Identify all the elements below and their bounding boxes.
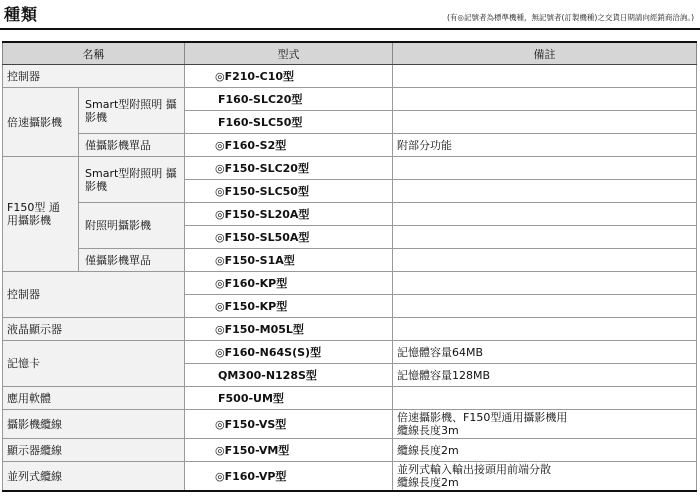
category-label: 液晶顯示器 <box>3 318 185 341</box>
model-cell: F160-SLC50型 <box>185 111 393 134</box>
model-cell: ◎F160-N64S(S)型 <box>185 341 393 364</box>
table-row <box>3 318 697 341</box>
remark-cell: 纜線長度2m <box>393 439 697 462</box>
subcategory-label: Smart型附照明 攝影機 <box>79 157 185 203</box>
remark-cell: 附部分功能 <box>393 134 697 157</box>
standard-mark: ◎ <box>215 69 225 83</box>
header-model: 型式 <box>185 42 393 65</box>
table-row <box>3 134 697 157</box>
remark-cell <box>393 111 697 134</box>
model-cell: ◎F150-SLC20型 <box>185 157 393 180</box>
category-label: 攝影機纜線 <box>3 410 185 439</box>
table-row <box>3 387 697 410</box>
category-label: 顯示器纜線 <box>3 439 185 462</box>
category-label: 控制器 <box>3 65 185 88</box>
remark-cell <box>393 65 697 88</box>
table-row <box>3 439 697 462</box>
model-cell: ◎F150-SL20A型 <box>185 203 393 226</box>
remark-cell <box>393 180 697 203</box>
remark-cell <box>393 272 697 295</box>
remark-cell: 倍速攝影機、F150型通用攝影機用 纜線長度3m <box>393 410 697 439</box>
remark-cell <box>393 88 697 111</box>
subcategory-label: 僅攝影機單品 <box>79 249 185 272</box>
model-cell: ◎F150-VM型 <box>185 439 393 462</box>
table-header-row <box>3 42 697 65</box>
category-label: 應用軟體 <box>3 387 185 410</box>
subcategory-label: 附照明攝影機 <box>79 203 185 249</box>
table-row <box>3 410 697 439</box>
table-row <box>3 272 697 295</box>
header-remarks: 備註 <box>393 42 697 65</box>
remark-cell: 並列式輸入輸出接頭用前端分散 纜線長度2m <box>393 462 697 492</box>
table-row <box>3 249 697 272</box>
model-cell: ◎F150-SL50A型 <box>185 226 393 249</box>
category-label: 控制器 <box>3 272 185 318</box>
model-cell: ◎F160-VP型 <box>185 462 393 492</box>
table-row <box>3 203 697 226</box>
remark-cell <box>393 249 697 272</box>
model-cell: ◎F150-VS型 <box>185 410 393 439</box>
title-rule <box>0 28 700 30</box>
standard-model-note: (有◎記號者為標準機種，無記號者(訂製機種)之交貨日期請向經銷商洽詢。) <box>447 13 694 22</box>
subcategory-label: Smart型附照明 攝影機 <box>79 88 185 134</box>
table-row <box>3 157 697 180</box>
model-cell: QM300-N128S型 <box>185 364 393 387</box>
remark-cell: 記憶體容量128MB <box>393 364 697 387</box>
model-cell: ◎F150-KP型 <box>185 295 393 318</box>
standard-mark: ◎ <box>215 138 225 152</box>
product-types-table <box>2 41 697 492</box>
category-label: 並列式纜線 <box>3 462 185 492</box>
table-row <box>3 462 697 492</box>
table-row <box>3 341 697 364</box>
remark-cell <box>393 318 697 341</box>
table-row <box>3 65 697 88</box>
model-cell: ◎F150-M05L型 <box>185 318 393 341</box>
remark-cell <box>393 295 697 318</box>
model-cell: F500-UM型 <box>185 387 393 410</box>
model-cell: ◎F150-S1A型 <box>185 249 393 272</box>
category-label: F150型 通用攝影機 <box>3 157 79 272</box>
table-row <box>3 88 697 111</box>
remark-cell <box>393 226 697 249</box>
model-cell: ◎F150-SLC50型 <box>185 180 393 203</box>
remark-cell <box>393 157 697 180</box>
remark-cell: 記憶體容量64MB <box>393 341 697 364</box>
header-name: 名稱 <box>3 42 185 65</box>
category-label: 記憶卡 <box>3 341 185 387</box>
category-label: 倍速攝影機 <box>3 88 79 157</box>
model-cell: ◎F210-C10型 <box>185 65 393 88</box>
subcategory-label: 僅攝影機單品 <box>79 134 185 157</box>
model-cell: ◎F160-S2型 <box>185 134 393 157</box>
model-cell: ◎F160-KP型 <box>185 272 393 295</box>
page-title: 種類 <box>4 5 39 24</box>
remark-cell <box>393 387 697 410</box>
model-cell: F160-SLC20型 <box>185 88 393 111</box>
remark-cell <box>393 203 697 226</box>
